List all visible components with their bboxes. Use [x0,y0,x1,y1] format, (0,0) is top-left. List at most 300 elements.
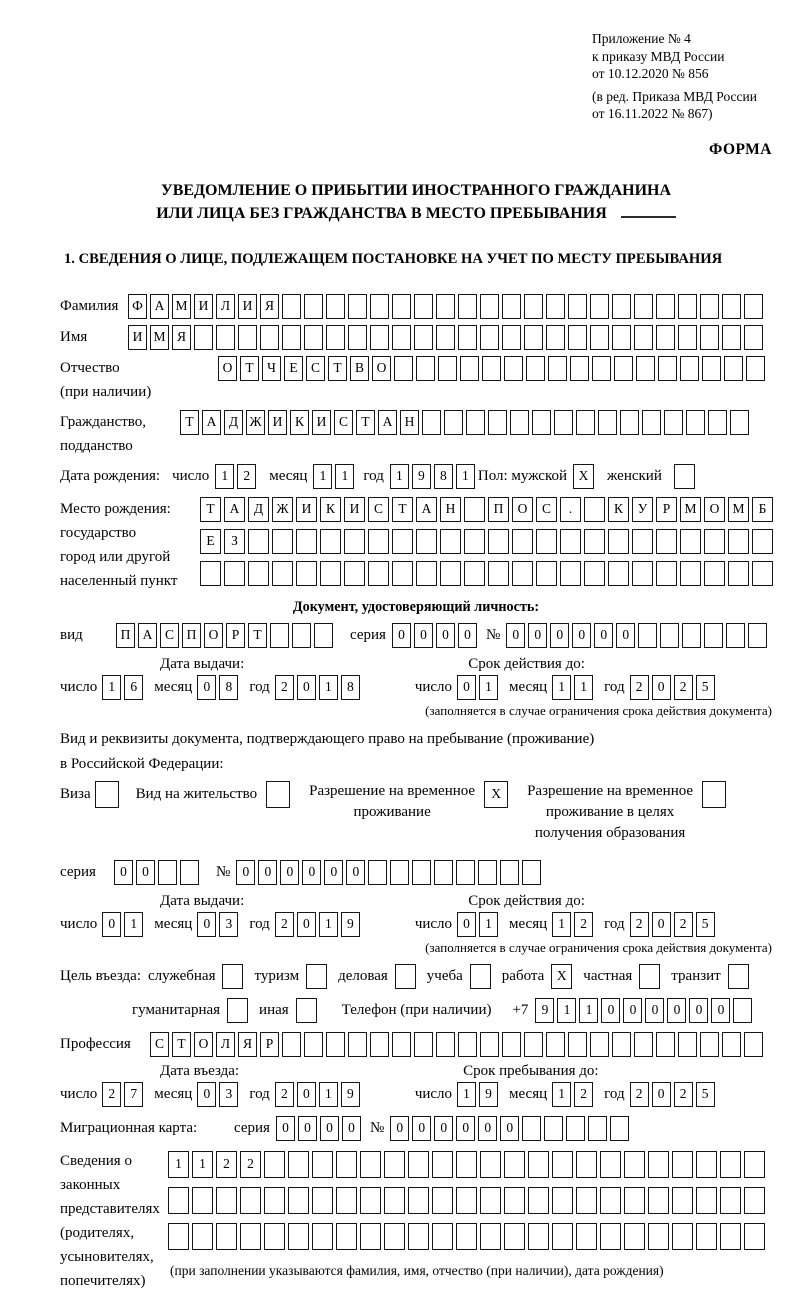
char-cell[interactable] [552,1187,573,1214]
char-cell[interactable] [554,410,573,435]
char-cell[interactable] [368,529,389,554]
char-cell[interactable] [422,410,441,435]
char-cell[interactable] [312,1187,333,1214]
char-cell[interactable]: О [372,356,391,381]
char-cell[interactable] [648,1187,669,1214]
char-cell[interactable]: 0 [414,623,433,648]
char-cell[interactable] [304,294,323,319]
char-cell[interactable] [634,325,653,350]
char-cell[interactable] [438,356,457,381]
char-cell[interactable]: 1 [479,912,498,937]
char-cell[interactable] [638,623,657,648]
char-cell[interactable]: И [194,294,213,319]
char-cell[interactable]: О [512,497,533,522]
char-cell[interactable] [456,1187,477,1214]
char-cell[interactable] [522,860,541,885]
char-cell[interactable] [504,1187,525,1214]
char-cell[interactable]: 5 [696,912,715,937]
char-cell[interactable] [344,561,365,586]
char-cell[interactable] [314,623,333,648]
char-cell[interactable]: М [680,497,701,522]
char-cell[interactable] [504,356,523,381]
char-cell[interactable]: Д [248,497,269,522]
char-cell[interactable] [728,561,749,586]
char-cell[interactable] [746,356,765,381]
char-cell[interactable]: А [416,497,437,522]
char-cell[interactable]: 2 [240,1151,261,1178]
char-cell[interactable]: 0 [197,912,216,937]
char-cell[interactable] [416,356,435,381]
char-cell[interactable] [464,529,485,554]
char-cell[interactable] [608,561,629,586]
char-cell[interactable] [510,410,529,435]
char-cell[interactable] [724,356,743,381]
char-cell[interactable] [370,294,389,319]
char-cell[interactable] [526,356,545,381]
char-cell[interactable]: Д [224,410,243,435]
char-cell[interactable] [744,294,763,319]
char-cell[interactable] [488,410,507,435]
char-cell[interactable]: 0 [652,912,671,937]
char-cell[interactable] [624,1151,645,1178]
char-cell[interactable]: О [218,356,237,381]
char-cell[interactable] [282,325,301,350]
char-cell[interactable] [680,356,699,381]
char-cell[interactable] [552,1223,573,1250]
char-cell[interactable]: 1 [102,675,121,700]
char-cell[interactable] [722,294,741,319]
char-cell[interactable] [704,623,723,648]
char-cell[interactable] [608,529,629,554]
char-cell[interactable]: 0 [297,912,316,937]
char-cell[interactable] [282,1032,301,1057]
char-cell[interactable] [224,561,245,586]
char-cell[interactable] [504,1151,525,1178]
char-cell[interactable] [200,561,221,586]
char-cell[interactable] [656,529,677,554]
char-cell[interactable]: 0 [197,675,216,700]
char-cell[interactable] [434,860,453,885]
char-cell[interactable] [464,497,485,522]
char-cell[interactable] [664,410,683,435]
char-cell[interactable]: 0 [412,1116,431,1141]
char-cell[interactable]: 2 [275,675,294,700]
char-cell[interactable]: 0 [652,1082,671,1107]
char-cell[interactable] [512,529,533,554]
char-cell[interactable] [634,294,653,319]
char-cell[interactable] [390,860,409,885]
char-cell[interactable]: 1 [313,464,332,489]
char-cell[interactable]: 0 [652,675,671,700]
char-cell[interactable] [432,1223,453,1250]
char-cell[interactable]: Я [238,1032,257,1057]
char-cell[interactable]: 3 [219,1082,238,1107]
edu-permit-checkbox[interactable] [702,781,726,808]
char-cell[interactable] [570,356,589,381]
char-cell[interactable] [590,294,609,319]
char-cell[interactable] [678,1032,697,1057]
char-cell[interactable] [502,294,521,319]
char-cell[interactable]: 1 [124,912,143,937]
char-cell[interactable]: 0 [258,860,277,885]
char-cell[interactable] [632,561,653,586]
char-cell[interactable] [548,356,567,381]
char-cell[interactable]: 0 [197,1082,216,1107]
char-cell[interactable] [642,410,661,435]
char-cell[interactable]: 2 [674,1082,693,1107]
char-cell[interactable]: А [224,497,245,522]
char-cell[interactable]: 1 [557,998,576,1023]
char-cell[interactable] [584,497,605,522]
char-cell[interactable]: И [312,410,331,435]
char-cell[interactable] [216,325,235,350]
char-cell[interactable]: 1 [319,675,338,700]
char-cell[interactable]: Т [248,623,267,648]
char-cell[interactable] [394,356,413,381]
char-cell[interactable] [456,1151,477,1178]
char-cell[interactable] [752,529,773,554]
char-cell[interactable]: 0 [457,675,476,700]
char-cell[interactable]: 7 [124,1082,143,1107]
char-cell[interactable]: 0 [457,912,476,937]
char-cell[interactable] [656,561,677,586]
char-cell[interactable] [528,1187,549,1214]
char-cell[interactable]: Ж [272,497,293,522]
char-cell[interactable] [680,529,701,554]
char-cell[interactable] [704,561,725,586]
temp-permit-checkbox[interactable]: X [484,781,508,808]
char-cell[interactable] [512,561,533,586]
char-cell[interactable] [592,356,611,381]
other-checkbox[interactable] [296,998,317,1023]
char-cell[interactable] [336,1187,357,1214]
char-cell[interactable]: 9 [479,1082,498,1107]
char-cell[interactable] [466,410,485,435]
char-cell[interactable] [326,325,345,350]
char-cell[interactable] [348,1032,367,1057]
tourism-checkbox[interactable] [306,964,327,989]
char-cell[interactable] [414,1032,433,1057]
char-cell[interactable]: 0 [136,860,155,885]
char-cell[interactable]: 2 [574,1082,593,1107]
char-cell[interactable]: И [268,410,287,435]
char-cell[interactable] [392,1032,411,1057]
char-cell[interactable] [720,1151,741,1178]
char-cell[interactable] [588,1116,607,1141]
char-cell[interactable] [576,1151,597,1178]
char-cell[interactable]: З [224,529,245,554]
char-cell[interactable] [576,410,595,435]
char-cell[interactable]: М [150,325,169,350]
char-cell[interactable] [682,623,701,648]
char-cell[interactable]: Ж [246,410,265,435]
char-cell[interactable] [544,1116,563,1141]
char-cell[interactable] [656,294,675,319]
char-cell[interactable] [370,1032,389,1057]
char-cell[interactable] [436,1032,455,1057]
char-cell[interactable]: 0 [280,860,299,885]
char-cell[interactable]: 0 [346,860,365,885]
char-cell[interactable]: Т [240,356,259,381]
char-cell[interactable] [678,294,697,319]
char-cell[interactable]: М [172,294,191,319]
char-cell[interactable]: С [160,623,179,648]
char-cell[interactable] [408,1187,429,1214]
char-cell[interactable] [192,1223,213,1250]
char-cell[interactable] [528,1223,549,1250]
char-cell[interactable] [348,325,367,350]
char-cell[interactable] [440,529,461,554]
char-cell[interactable] [480,1032,499,1057]
char-cell[interactable]: 2 [237,464,256,489]
char-cell[interactable] [216,1187,237,1214]
char-cell[interactable] [412,860,431,885]
char-cell[interactable]: 8 [219,675,238,700]
private-checkbox[interactable] [639,964,660,989]
char-cell[interactable] [700,1032,719,1057]
char-cell[interactable] [436,325,455,350]
char-cell[interactable]: М [728,497,749,522]
char-cell[interactable] [480,1187,501,1214]
char-cell[interactable] [296,561,317,586]
char-cell[interactable]: 1 [390,464,409,489]
char-cell[interactable]: Е [284,356,303,381]
char-cell[interactable]: 0 [594,623,613,648]
char-cell[interactable]: Т [356,410,375,435]
char-cell[interactable]: С [536,497,557,522]
char-cell[interactable]: Н [440,497,461,522]
char-cell[interactable]: Р [226,623,245,648]
char-cell[interactable]: Я [172,325,191,350]
char-cell[interactable] [576,1223,597,1250]
char-cell[interactable] [312,1223,333,1250]
char-cell[interactable] [568,294,587,319]
char-cell[interactable] [612,1032,631,1057]
residence-permit-checkbox[interactable] [266,781,290,808]
char-cell[interactable] [696,1223,717,1250]
char-cell[interactable]: 2 [674,675,693,700]
char-cell[interactable] [600,1151,621,1178]
char-cell[interactable]: Б [752,497,773,522]
char-cell[interactable] [458,294,477,319]
char-cell[interactable] [248,561,269,586]
char-cell[interactable] [730,410,749,435]
char-cell[interactable] [312,1151,333,1178]
char-cell[interactable] [584,529,605,554]
char-cell[interactable] [444,410,463,435]
char-cell[interactable] [370,325,389,350]
char-cell[interactable]: 0 [392,623,411,648]
char-cell[interactable] [656,325,675,350]
char-cell[interactable] [408,1151,429,1178]
char-cell[interactable]: 0 [324,860,343,885]
char-cell[interactable] [216,1223,237,1250]
char-cell[interactable]: 0 [667,998,686,1023]
char-cell[interactable]: 2 [574,912,593,937]
char-cell[interactable]: 1 [168,1151,189,1178]
char-cell[interactable] [522,1116,541,1141]
char-cell[interactable]: П [116,623,135,648]
char-cell[interactable]: 2 [630,1082,649,1107]
char-cell[interactable] [686,410,705,435]
char-cell[interactable] [504,1223,525,1250]
char-cell[interactable] [536,529,557,554]
char-cell[interactable] [700,294,719,319]
char-cell[interactable] [612,294,631,319]
char-cell[interactable] [168,1223,189,1250]
char-cell[interactable] [272,529,293,554]
char-cell[interactable] [648,1223,669,1250]
char-cell[interactable] [482,356,501,381]
char-cell[interactable] [726,623,745,648]
humanitarian-checkbox[interactable] [227,998,248,1023]
char-cell[interactable]: И [238,294,257,319]
char-cell[interactable]: 5 [696,675,715,700]
char-cell[interactable]: 1 [335,464,354,489]
char-cell[interactable] [270,623,289,648]
char-cell[interactable]: 2 [630,912,649,937]
char-cell[interactable]: 1 [579,998,598,1023]
char-cell[interactable]: А [150,294,169,319]
char-cell[interactable] [660,623,679,648]
char-cell[interactable] [634,1032,653,1057]
char-cell[interactable] [528,1151,549,1178]
char-cell[interactable] [752,561,773,586]
char-cell[interactable] [728,529,749,554]
char-cell[interactable]: 8 [341,675,360,700]
char-cell[interactable]: 5 [696,1082,715,1107]
char-cell[interactable]: О [194,1032,213,1057]
char-cell[interactable]: 0 [528,623,547,648]
char-cell[interactable] [320,529,341,554]
char-cell[interactable]: 1 [552,912,571,937]
char-cell[interactable]: 3 [219,912,238,937]
char-cell[interactable]: Т [200,497,221,522]
char-cell[interactable]: 0 [436,623,455,648]
char-cell[interactable]: 0 [500,1116,519,1141]
char-cell[interactable] [480,325,499,350]
char-cell[interactable] [566,1116,585,1141]
char-cell[interactable] [240,1223,261,1250]
char-cell[interactable]: Ф [128,294,147,319]
char-cell[interactable] [392,325,411,350]
char-cell[interactable] [610,1116,629,1141]
char-cell[interactable]: 1 [319,1082,338,1107]
char-cell[interactable] [600,1223,621,1250]
char-cell[interactable] [696,1151,717,1178]
char-cell[interactable] [368,561,389,586]
female-checkbox[interactable] [674,464,695,489]
char-cell[interactable]: И [344,497,365,522]
char-cell[interactable]: 0 [616,623,635,648]
char-cell[interactable]: 0 [276,1116,295,1141]
char-cell[interactable] [696,1187,717,1214]
char-cell[interactable]: 2 [216,1151,237,1178]
char-cell[interactable]: Л [216,294,235,319]
char-cell[interactable] [292,623,311,648]
char-cell[interactable] [416,529,437,554]
char-cell[interactable]: 0 [550,623,569,648]
char-cell[interactable]: У [632,497,653,522]
char-cell[interactable] [326,294,345,319]
char-cell[interactable]: П [182,623,201,648]
char-cell[interactable]: 0 [689,998,708,1023]
official-checkbox[interactable] [222,964,243,989]
char-cell[interactable]: 9 [535,998,554,1023]
char-cell[interactable]: 1 [215,464,234,489]
char-cell[interactable]: 1 [552,1082,571,1107]
char-cell[interactable] [590,1032,609,1057]
char-cell[interactable] [704,529,725,554]
char-cell[interactable] [464,561,485,586]
char-cell[interactable] [576,1187,597,1214]
char-cell[interactable] [478,860,497,885]
char-cell[interactable] [158,860,177,885]
char-cell[interactable] [612,325,631,350]
char-cell[interactable] [702,356,721,381]
char-cell[interactable] [624,1187,645,1214]
char-cell[interactable] [672,1187,693,1214]
char-cell[interactable] [658,356,677,381]
char-cell[interactable] [456,860,475,885]
char-cell[interactable] [598,410,617,435]
char-cell[interactable] [282,294,301,319]
study-checkbox[interactable] [470,964,491,989]
char-cell[interactable]: Ч [262,356,281,381]
char-cell[interactable]: 2 [275,912,294,937]
char-cell[interactable] [672,1223,693,1250]
char-cell[interactable]: Т [392,497,413,522]
char-cell[interactable]: 0 [302,860,321,885]
char-cell[interactable] [744,1032,763,1057]
char-cell[interactable] [744,1223,765,1250]
char-cell[interactable] [414,294,433,319]
char-cell[interactable] [192,1187,213,1214]
char-cell[interactable]: 9 [341,1082,360,1107]
work-checkbox[interactable]: X [551,964,572,989]
business-checkbox[interactable] [395,964,416,989]
char-cell[interactable] [733,998,752,1023]
char-cell[interactable]: Т [180,410,199,435]
char-cell[interactable] [264,1223,285,1250]
char-cell[interactable] [524,1032,543,1057]
char-cell[interactable] [524,325,543,350]
char-cell[interactable]: Т [172,1032,191,1057]
char-cell[interactable]: 0 [434,1116,453,1141]
char-cell[interactable]: 0 [478,1116,497,1141]
char-cell[interactable] [568,1032,587,1057]
char-cell[interactable]: 1 [456,464,475,489]
char-cell[interactable] [288,1151,309,1178]
char-cell[interactable] [722,1032,741,1057]
char-cell[interactable] [546,294,565,319]
char-cell[interactable]: . [560,497,581,522]
char-cell[interactable] [436,294,455,319]
char-cell[interactable]: К [608,497,629,522]
char-cell[interactable] [680,561,701,586]
char-cell[interactable] [748,623,767,648]
char-cell[interactable] [620,410,639,435]
char-cell[interactable] [560,529,581,554]
char-cell[interactable]: И [296,497,317,522]
char-cell[interactable] [408,1223,429,1250]
char-cell[interactable] [488,529,509,554]
char-cell[interactable] [326,1032,345,1057]
char-cell[interactable] [360,1151,381,1178]
char-cell[interactable]: Е [200,529,221,554]
char-cell[interactable]: 0 [102,912,121,937]
char-cell[interactable]: 2 [674,912,693,937]
